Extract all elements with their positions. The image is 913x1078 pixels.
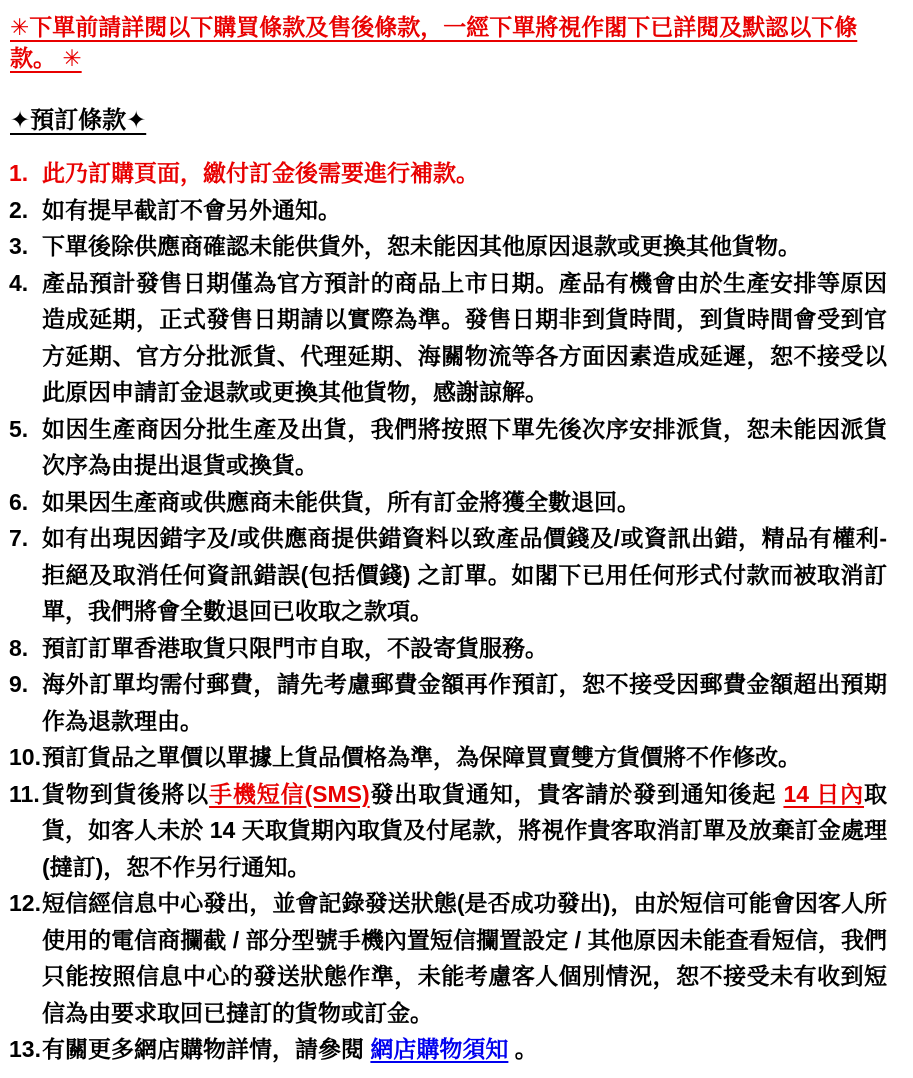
term-item <box>8 192 887 229</box>
term-number: 3. <box>9 233 29 260</box>
section-title: ✦預訂條款✦ <box>10 107 147 135</box>
term-item <box>8 155 887 192</box>
term-number: 7. <box>9 525 29 552</box>
term-text: 如因生產商因分批生產及出貨，我們將按照下單先後次序安排派貨，恕未能因派貨次序為由提出退貨或換貨。 <box>42 415 887 479</box>
term-text: 此乃訂購頁面，繳付訂金後需要進行補款。 <box>42 160 479 187</box>
term-item <box>8 484 887 521</box>
term-text: 如有提早截訂不會另外通知。 <box>42 196 341 223</box>
term-number: 2. <box>9 196 29 223</box>
term-item <box>8 520 887 630</box>
terms-list <box>8 155 887 1068</box>
highlighted-term-text: 14 日內 <box>783 780 864 807</box>
term-text: 有關更多網店購物詳情，請參閱 <box>42 1036 371 1063</box>
term-number: 11. <box>9 780 40 807</box>
store-shopping-guide-link[interactable]: 網店購物須知 <box>370 1036 509 1063</box>
term-text: 預訂貨品之單價以單據上貨品價格為準，為保障買賣雙方貨價將不作修改。 <box>42 744 801 771</box>
term-text: 短信經信息中心發出，並會記錄發送狀態(是否成功發出)，由於短信可能會因客人所使用的電信商攔截 / 部分型號手機內置短信攔置設定 / 其他原因未能查看短信，我們只能按照信息中心的發送狀態作準，未能考慮客人個別情況，恕不接受未有收到短信為由要求取回已撻訂的貨物或訂金。 <box>42 890 887 1026</box>
term-text: 產品預計發售日期僅為官方預計的商品上市日期。產品有機會由於生產安排等原因造成延期，正式發售日期請以實際為準。發售日期非到貨時間，到貨時間會受到官方延期、官方分批派貨、代理延期、海關物流等各方面因素造成延遲，恕不接受以此原因申請訂金退款或更換其他貨物，感謝諒解。 <box>42 269 887 406</box>
term-item <box>8 776 887 886</box>
term-number: 10. <box>9 744 41 771</box>
term-number: 13. <box>9 1036 41 1063</box>
term-text: 貨物到貨後將以 <box>42 780 210 807</box>
term-text: 如果因生產商或供應商未能供貨，所有訂金將獲全數退回。 <box>42 488 640 515</box>
term-number: 12. <box>9 890 41 917</box>
term-item <box>8 228 887 265</box>
pre-order-warning: ✳下單前請詳閱以下購買條款及售後條款，一經下單將視作閣下已詳閱及默認以下條款。 ✳ <box>10 14 858 72</box>
term-text: 發出取貨通知，貴客請於發到通知後起 <box>369 780 784 807</box>
term-text: 預訂訂單香港取貨只限門市自取，不設寄貨服務。 <box>42 634 548 661</box>
term-number: 5. <box>9 415 29 442</box>
term-item <box>8 666 887 739</box>
term-number: 4. <box>9 269 29 296</box>
term-number: 1. <box>9 160 29 187</box>
term-item <box>8 265 887 411</box>
term-number: 8. <box>9 634 29 661</box>
term-text: 海外訂單均需付郵費，請先考慮郵費金額再作預訂，恕不接受因郵費金額超出預期作為退款理由。 <box>42 671 887 734</box>
term-number: 6. <box>9 488 29 515</box>
term-item <box>8 411 887 484</box>
term-item <box>8 630 887 667</box>
term-item <box>8 885 887 1031</box>
term-text: 取貨，如客人未於 14 天取貨期內取貨及付尾款，將視作貴客取消訂單及放棄訂金處理(撻訂)，恕不作另行通知。 <box>42 780 887 880</box>
term-number: 9. <box>9 671 29 698</box>
term-text: 如有出現因錯字及/或供應商提供錯資料以致產品價錢及/或資訊出錯，精品有權利-拒絕及取消任何資訊錯誤(包括價錢) 之訂單。如閣下已用任何形式付款而被取消訂單，我們將會全數退回已收取之款項。 <box>42 525 887 625</box>
term-item <box>8 1031 887 1068</box>
highlighted-term-text: 手機短信(SMS) <box>209 780 370 807</box>
term-text: 。 <box>508 1036 538 1063</box>
term-item <box>8 739 887 776</box>
term-text: 下單後除供應商確認未能供貨外，恕未能因其他原因退款或更換其他貨物。 <box>42 233 801 260</box>
